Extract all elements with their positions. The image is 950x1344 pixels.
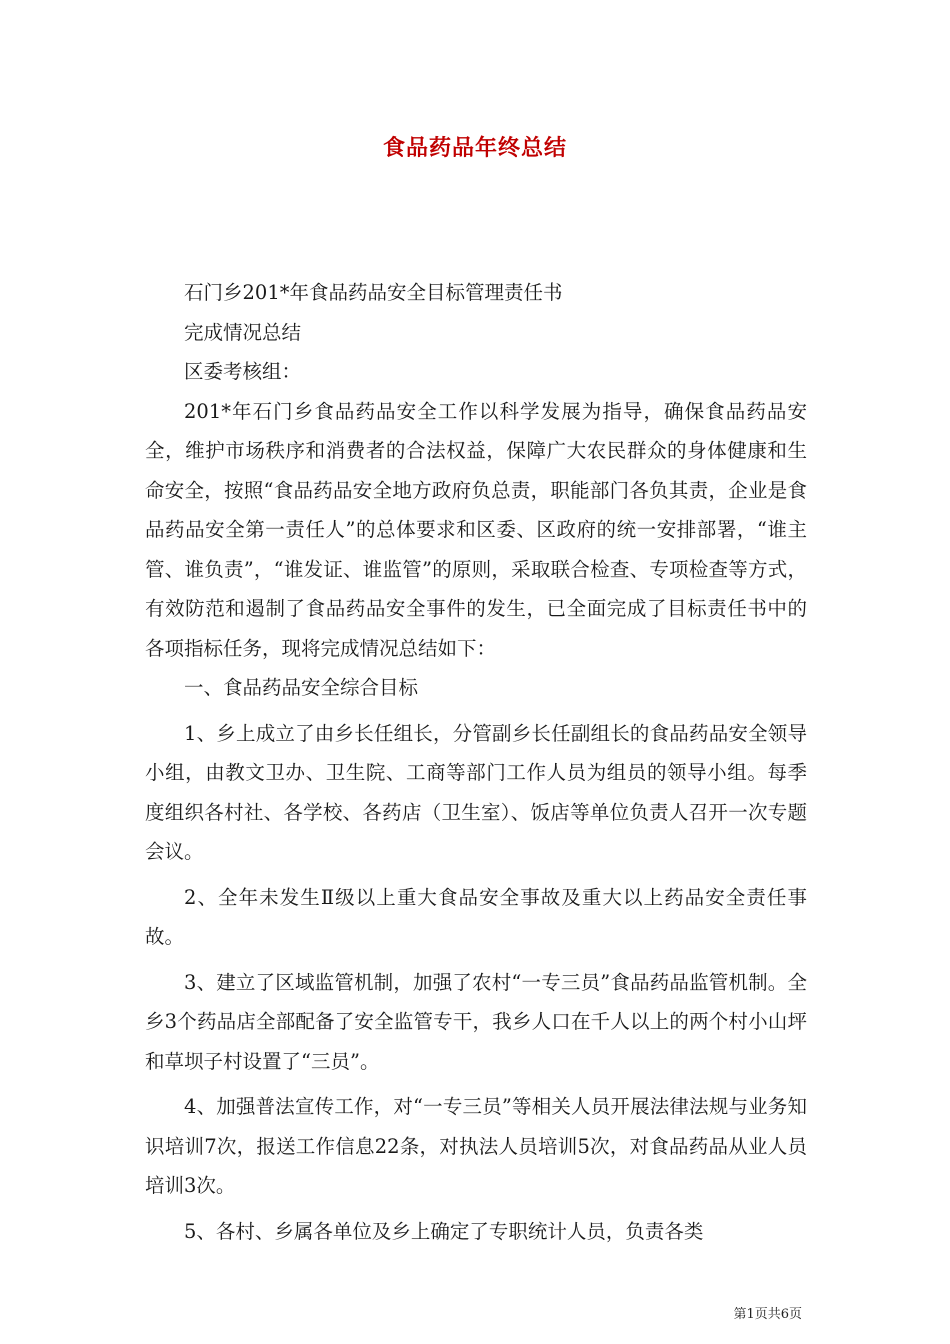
paragraph-intro: 201*年石门乡食品药品安全工作以科学发展为指导，确保食品药品安全，维护市场秩序和消费者的合法权益，保障广大农民群众的身体健康和生命安全，按照“食品药品安全地方政府负总责，职能部门各负其责，企业是食品药品安全第一责任人”的总体要求和区委、区政府的统一安排部署，“谁主管、谁负责”，“谁发证、谁监管”的原则，采取联合检查、专项检查等方式，有效防范和遏制了食品药品安全事件的发生，已全面完成了目标责任书中的各项指标任务，现将完成情况总结如下： [145, 399, 807, 660]
paragraph-item-3: 3、建立了区域监管机制，加强了农村“一专三员”食品药品监管机制。全乡3个药品店全部配备了安全监管专干，我乡人口在千人以上的两个村小山坪和草坝子村设置了“三员”。 [145, 970, 807, 1073]
paragraph-heading-line-2: 完成情况总结 [184, 320, 302, 344]
page-number: 第1页共6页 [733, 1307, 802, 1322]
paragraph-item-2: 2、全年未发生Ⅱ级以上重大食品安全事故及重大以上药品安全责任事故。 [145, 885, 807, 948]
paragraph-item-5: 5、各村、乡属各单位及乡上确定了专职统计人员，负责各类 [184, 1219, 704, 1243]
document-body [145, 273, 807, 1251]
paragraph-heading-line-1: 石门乡201*年食品药品安全目标管理责任书 [184, 281, 563, 304]
paragraph-item-1: 1、乡上成立了由乡长任组长，分管副乡长任副组长的食品药品安全领导小组，由教文卫办、卫生院、工商等部门工作人员为组员的领导小组。每季度组织各村社、各学校、各药店（卫生室）、饭店等单位负责人召开一次专题会议。 [145, 721, 807, 863]
paragraph-item-4: 4、加强普法宣传工作，对“一专三员”等相关人员开展法律法规与业务知识培训7次，报送工作信息22条，对执法人员培训5次，对食品药品从业人员培训3次。 [145, 1095, 807, 1197]
paragraph-salutation: 区委考核组： [184, 360, 302, 383]
section-heading: 一、食品药品安全综合目标 [184, 676, 419, 699]
document-title: 食品药品年终总结 [382, 136, 567, 161]
